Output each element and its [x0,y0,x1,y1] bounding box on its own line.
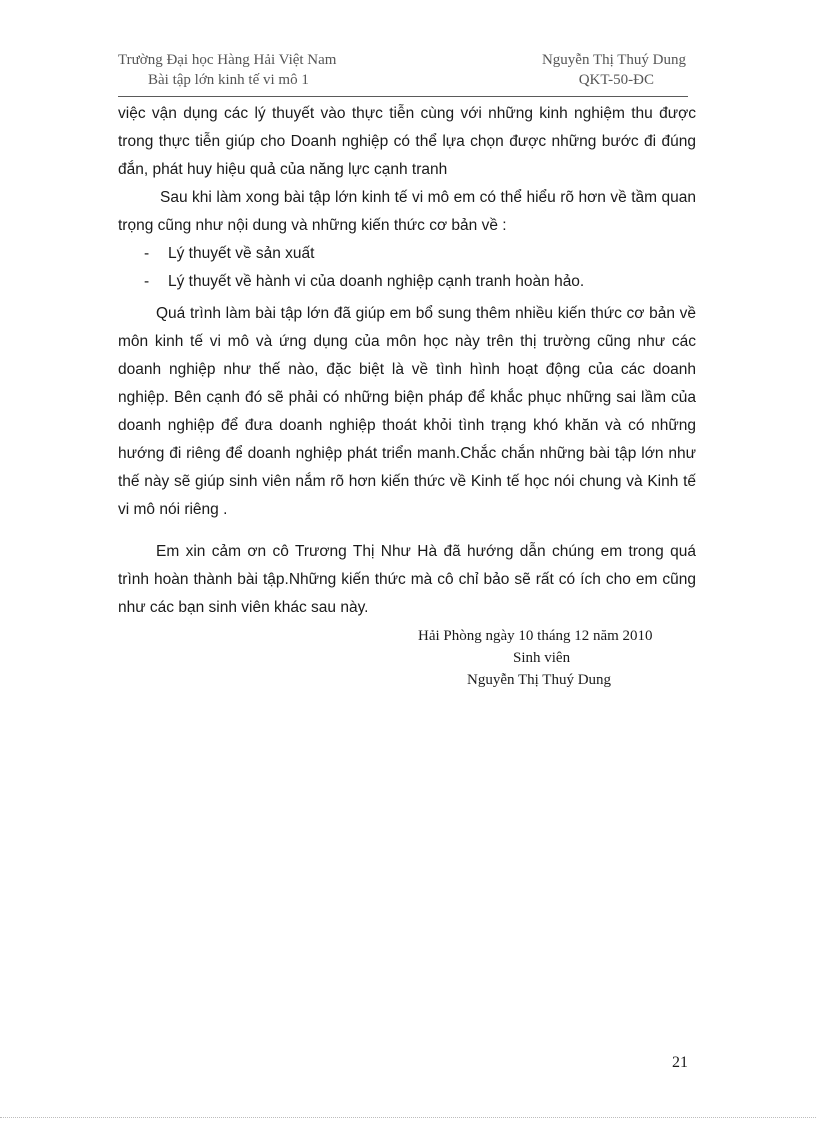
page-number: 21 [672,1054,688,1071]
topic-list [118,240,696,296]
list-item [118,268,696,296]
list-item [118,240,696,268]
signature-name: Nguyễn Thị Thuý Dung [467,672,612,688]
list-bullet: - [144,245,150,262]
header-course: Bài tập lớn kinh tế vi mô 1 [148,72,309,88]
header-class-code: QKT-50-ĐC [578,72,654,88]
header-school: Trường Đại học Hàng Hải Việt Nam [118,52,337,68]
paragraph-summary-intro: Sau khi làm xong bài tập lớn kinh tế vi mô em có thể hiểu rõ hơn về tầm quan trọng cũng như nội dung và những kiến thức cơ bản về : [118,189,696,234]
paragraph-continuation: việc vận dụng các lý thuyết vào thực tiễn cùng với những kinh nghiệm thu được trong thực tiễn giúp cho Doanh nghiệp có thể lựa chọn được những bước đi đúng đắn, phát huy hiệu quả của năng lực cạnh tranh [118,105,696,178]
page-header [118,52,688,97]
list-item-text: Lý thuyết về hành vi của doanh nghiệp cạnh tranh hoàn hảo. [168,273,585,290]
header-author: Nguyễn Thị Thuý Dung [541,52,686,68]
list-item-text: Lý thuyết về sản xuất [168,245,315,262]
paragraph-acknowledgement: Em xin cảm ơn cô Trương Thị Như Hà đã hướng dẫn chúng em trong quá trình hoàn thành bài tập.Những kiến thức mà cô chỉ bảo sẽ rất có ích cho em cũng như các bạn sinh viên khác sau này. [118,543,696,616]
signature-date: Hải Phòng ngày 10 tháng 12 năm 2010 [418,628,653,644]
signature-role: Sinh viên [513,650,571,666]
paragraph-reflection: Quá trình làm bài tập lớn đã giúp em bổ sung thêm nhiều kiến thức cơ bản về môn kinh tế vi mô và ứng dụng của môn học này trên thị trường cũng như các doanh nghiệp như thế nào, đặc biệt là về tình hình hoạt động của các doanh nghiệp. Bên cạnh đó sẽ phải có những biện pháp để khắc phục những sai lầm của doanh nghiệp để đưa doanh nghiệp thoát khỏi tình trạng khó khăn và có những hướng đi riêng để doanh nghiệp phát triển manh.Chắc chắn những bài tập lớn như thế này sẽ giúp sinh viên nắm rõ hơn kiến thức về Kinh tế học nói chung và Kinh tế vi mô nói riêng . [118,305,696,518]
page-bottom-border [0,1117,816,1118]
document-body [118,100,696,622]
list-bullet: - [144,273,150,290]
